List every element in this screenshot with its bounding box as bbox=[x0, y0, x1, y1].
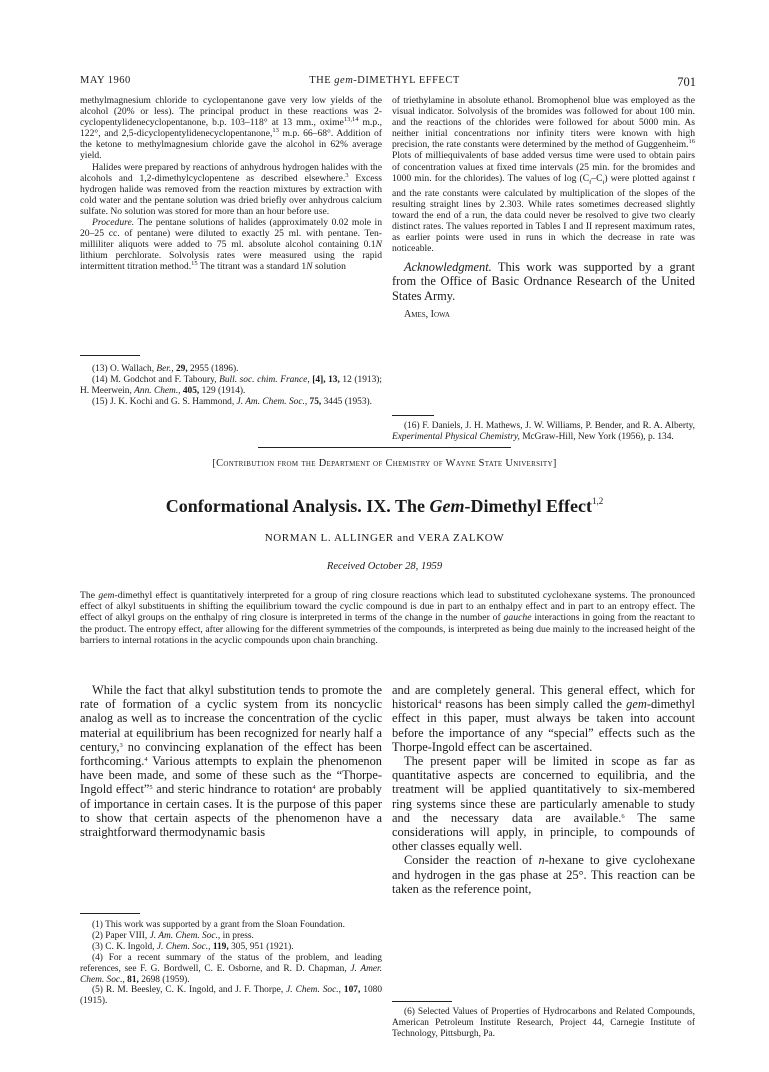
footnote-1: (1) This work was supported by a grant from the Sloan Foundation. bbox=[92, 920, 345, 930]
footnote-6: (6) Selected Values of Properties of Hydrocarbons and Related Compounds, American Petroleum Institute Research, Project 44, Carnegie Institute of Technology, Pittsburgh, Pa. bbox=[392, 1007, 695, 1039]
prev-paragraph-procedure: Procedure. The pentane solutions of halides (approximately 0.02 mole in 20–25 cc. of pentane) were diluted to exactly 25 ml. with pentane. Ten-milliliter aliquots were added to 75 ml. absolute alcohol containing 0.1N lithium perchlorate. Solvolysis rates were measured using the rapid intermittent titration method.$^{15}$ The titrant was a standard 1N solution bbox=[80, 217, 382, 273]
body-right-paragraph-1: and are completely general. This general effect, which for historical$^4$ reasons has been simply called the gem-dimethyl effect in this paper, must always be taken into account before the importance of any “special” effects such as the Thorpe-Ingold effect can be ascertained. bbox=[392, 683, 695, 754]
prev-right-paragraph-1: of triethylamine in absolute ethanol. Bromophenol blue was employed as the visual indicator. Solvolysis of the bromides was followed for about 100 min. and the reactions of the chlorides were followed for about 5000 min. As neither initial concentrations nor infinity titers were known with high precision, the rate constants were determined by the method of Guggenheim.$^{16}$ Plots of milliequivalents of base added versus time were used to obtain pairs of concentration values at fixed time intervals (25 min. for the bromides and 1000 min. for the chlorides). The values of $\log (C_f-C_i)$ were plotted against t and the rate constants were calculated by multiplication of the slopes of the resulting straight lines by 2.303. While rates sometimes decreased slightly toward the end of a run, the data could never be resolved to give two clearly distinct rates. The values reported in Tables I and II represent maximum rates, as earlier points were used in runs in which the decrease in rate was noticeable. bbox=[392, 95, 696, 255]
running-head-date: MAY 1960 bbox=[80, 75, 131, 86]
page-number: 701 bbox=[677, 75, 696, 89]
footnote-2: (2) Paper VIII, J. Am. Chem. Soc., in press. bbox=[92, 930, 254, 941]
acknowledgment: Acknowledgment. This work was supported by a grant from the Office of Basic Ordnance Research of the United States Army. bbox=[392, 260, 695, 303]
intro-paragraph: While the fact that alkyl substitution tends to promote the rate of formation of a cyclic system from its noncyclic analog as well as to increase the concentration of the cyclic material at equilibrium has been recognized for nearly half a century,$^3$ no convincing explanation of the effect has been forthcoming.$^4$ Various attempts to explain the phenomenon have been made, and some of these such as the “Thorpe-Ingold effect”$^5$ and steric hindrance to rotation$^4$ are probably of importance in certain cases. It is the purpose of this paper to show that certain aspects of the phenomenon have a straightforward thermodynamic basis bbox=[80, 683, 382, 840]
footnote-5: (5) R. M. Beesley, C. K. Ingold, and J. F. Thorpe, J. Chem. Soc., 107, 1080 (1915). bbox=[80, 985, 383, 1007]
body-left-column bbox=[80, 683, 382, 839]
footnote-3: (3) C. K. Ingold, J. Chem. Soc., 119, 305, 951 (1921). bbox=[92, 941, 294, 952]
contribution-line: [Contribution from the Department of Chemistry of Wayne State University] bbox=[212, 458, 557, 469]
prev-paragraph-2: Halides were prepared by reactions of anhydrous hydrogen halides with the alcohols and 1,2-dimethylcyclopentene as described elsewhere.$^3$ Excess hydrogen halide was removed from the reaction mixtures by extraction with cold water and the pentane solution was dried briefly over anhydrous calcium sulfate. No solution was stored for more than an hour before use. bbox=[80, 161, 382, 217]
footnote-14: (14) M. Godchot and F. Taboury, Bull. soc. chim. France, [4], 13, 12 (1913); H. Meerwein, Ann. Chem., 405, 129 (1914). bbox=[80, 374, 382, 396]
prev-footnotes-right bbox=[392, 421, 695, 443]
body-footnotes-right bbox=[392, 1007, 695, 1040]
prev-paragraph-1: methylmagnesium chloride to cyclopentanone gave very low yields of the alcohol (20% or less). The principal product in these reactions was 2-cyclopentylidenecyclopentanone, b.p. 103–118° at 13 mm., oxime$^{13,14}$ m.p., 122°, and 2,5-dicyclopentylidenecyclopentanone,$^{13}$ m.p. 66–68°. Addition of the ketone to methylmagnesium chloride gave the alcohol in 62% average yield. bbox=[80, 95, 383, 162]
prev-article-right-column bbox=[392, 95, 695, 320]
body-right-paragraph-2: The present paper will be limited in scope as far as quantitative aspects are concerned to equilibria, and the treatment will be applied quantitatively to six-membered ring systems since these are particularly amenable to study and the necessary data are available.$^6$ The same considerations will apply, in principle, to compounds of other classes equally well. bbox=[392, 754, 695, 854]
prev-footnotes-left bbox=[80, 364, 382, 408]
footnote-4: (4) For a recent summary of the status of the problem, and leading references, see F. G. Bordwell, C. E. Osborne, and R. D. Chapman, J. Amer. Chem. Soc., 81, 2698 (1959). bbox=[80, 952, 382, 985]
footnote-divider-body bbox=[80, 913, 140, 914]
footnote-16: (16) F. Daniels, J. H. Mathews, J. W. Williams, P. Bender, and R. A. Alberty, Experimental Physical Chemistry, McGraw-Hill, New York (1956), p. 134. bbox=[392, 421, 695, 442]
authors: NORMAN L. ALLINGER and VERA ZALKOW bbox=[264, 532, 505, 544]
received-date: Received October 28, 1959 bbox=[326, 561, 443, 572]
location: Ames, Iowa bbox=[404, 308, 450, 320]
article-title: Conformational Analysis. IX. The Gem-Dimethyl Effect$^{1,2}$ bbox=[165, 496, 604, 516]
prev-article-left-column bbox=[80, 95, 382, 273]
running-head-title: THE gem-DIMETHYL EFFECT bbox=[309, 75, 460, 86]
body-footnotes-left bbox=[80, 920, 382, 1007]
footnote-divider-body-right bbox=[392, 1001, 452, 1002]
article-divider bbox=[258, 447, 511, 448]
abstract: The gem-dimethyl effect is quantitatively interpreted for a group of ring closure reactions which lead to substituted cyclohexane systems. The pronounced effect of alkyl substituents in shifting the equilibrium toward the cyclic compound is due in part to an enthalpy effect and in part to an entropy effect. The effect of alkyl groups on the enthalpy of ring closure is interpreted in terms of the change in the number of gauche interactions in going from the reactant to the product. The entropy effect, after allowing for the different symmetries of the compounds, is interpreted as being due mainly to the increased height of the barriers to internal rotations in the acyclic compounds upon chain branching. bbox=[80, 590, 695, 646]
footnote-15: (15) J. K. Kochi and G. S. Hammond, J. Am. Chem. Soc., 75, 3445 (1953). bbox=[92, 396, 373, 407]
footnote-divider-right bbox=[392, 415, 434, 416]
footnote-13: (13) O. Wallach, Ber., 29, 2955 (1896). bbox=[92, 364, 239, 374]
body-right-paragraph-3: Consider the reaction of n-hexane to give cyclohexane and hydrogen in the gas phase at 25°. This reaction can be taken as the reference point, bbox=[392, 853, 695, 896]
body-right-column bbox=[392, 683, 695, 896]
footnote-divider bbox=[80, 355, 140, 356]
